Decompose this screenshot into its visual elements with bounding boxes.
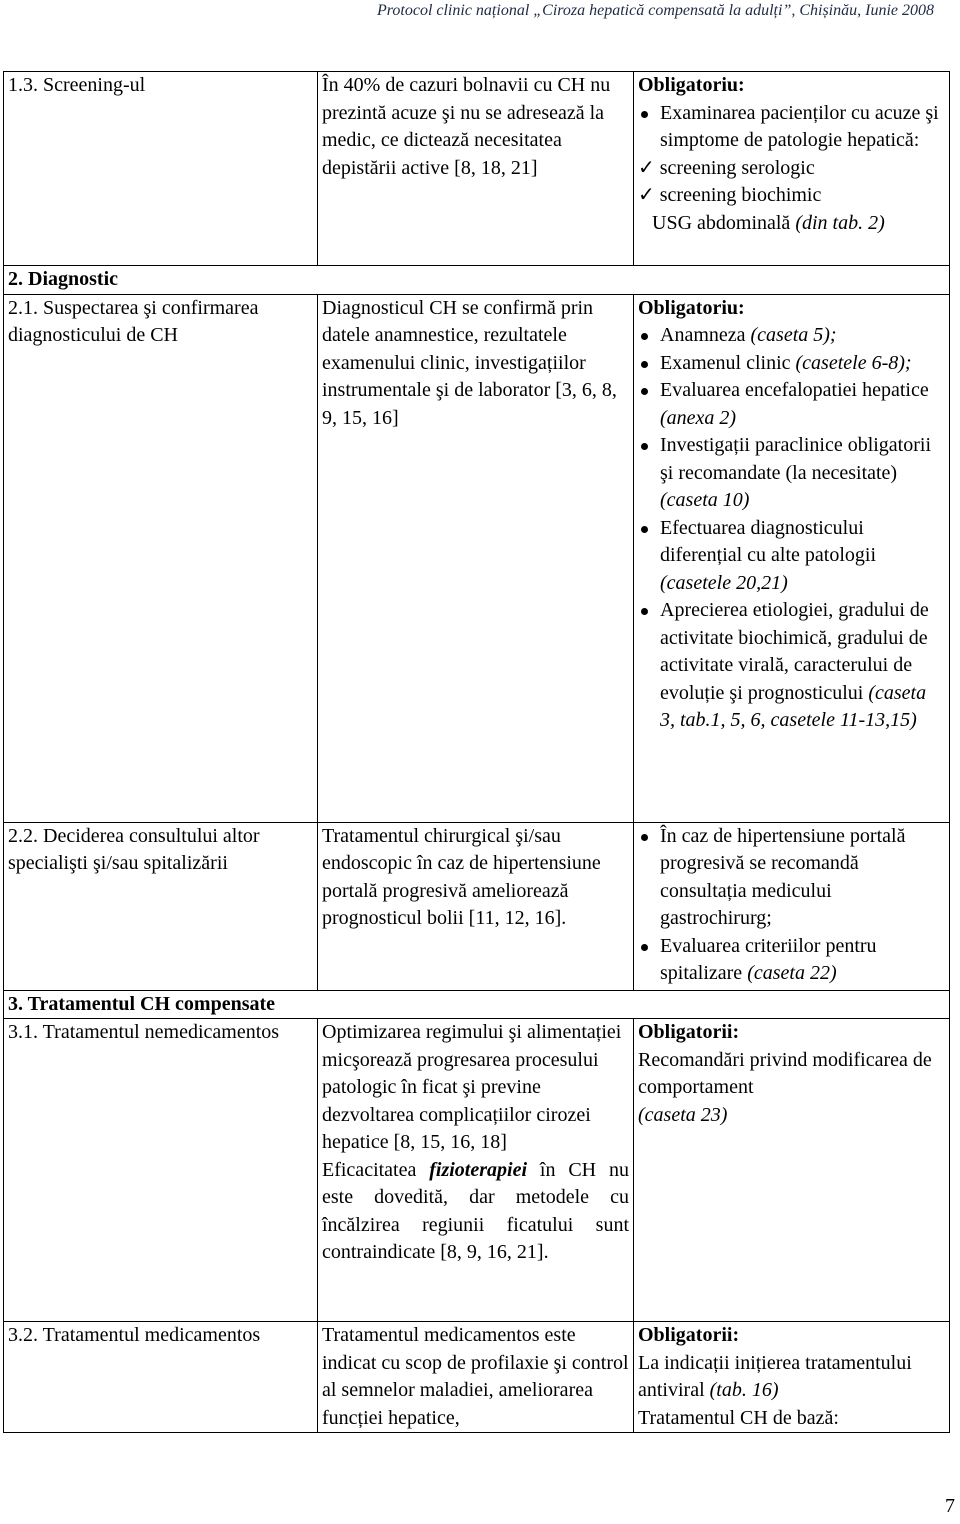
suspectare-list xyxy=(638,322,945,735)
section-title-tratament: 3. Tratamentul CH compensate xyxy=(4,990,950,1019)
list-item: Examinarea pacienților cu acuze şi simptome de patologie hepatică: xyxy=(638,100,945,155)
check-item: ✓ screening serologic xyxy=(638,156,815,179)
med-line1: La indicații inițierea tratamentului antiviral (tab. 16) xyxy=(638,1351,912,1401)
check-item: ✓ screening biochimic xyxy=(638,184,822,206)
bullet-icon xyxy=(641,944,648,951)
obligatoriu-label: Obligatoriu: xyxy=(638,74,745,96)
table-row xyxy=(4,72,950,266)
bullet-icon xyxy=(641,333,648,340)
row-text-nemed xyxy=(318,1019,634,1322)
page-header: Protocol clinic național „Ciroza hepatică compensată la adulți”, Chișinău, Iunie 2008 xyxy=(376,2,934,19)
section-title-diagnostic: 2. Diagnostic xyxy=(4,266,950,295)
rec-text: Recomandări privind modificarea de comportament xyxy=(638,1048,932,1098)
row-text-med: Tratamentul medicamentos este indicat cu scop de profilaxie şi control al semnelor maladiei, ameliorarea funcției hepatice, xyxy=(318,1322,634,1433)
row-title-nemed: 3.1. Tratamentul nemedicamentos xyxy=(4,1019,318,1322)
list-item: Anamneza (caseta 5); xyxy=(638,322,945,350)
table-row xyxy=(4,1019,950,1322)
list-item: Efectuarea diagnosticului diferențial cu alte patologii (casetele 20,21) xyxy=(638,515,945,598)
row-title-suspectare: 2.1. Suspectarea şi confirmarea diagnosticului de CH xyxy=(4,294,318,822)
obligatorii-label: Obligatorii: xyxy=(638,1021,740,1043)
row-req-suspectare xyxy=(634,294,950,822)
nemed-text1: Optimizarea regimului şi alimentației micşorează progresarea procesului patologic în ficat şi previne dezvoltarea complicațiilor cirozei hepatice [8, 15, 16, 18] xyxy=(322,1021,622,1153)
row-req-screening xyxy=(634,72,950,266)
rec-ref: (caseta 23) xyxy=(638,1103,728,1126)
list-item: Aprecierea etiologiei, gradului de activitate biochimică, gradului de activitate virală, caracterului de evoluție şi prognosticului (caseta 3, tab.1, 5, 6, casetele 11-13,15) xyxy=(638,597,945,735)
table-row xyxy=(4,990,950,1019)
bullet-icon xyxy=(641,608,648,615)
row-req-deciderea xyxy=(634,822,950,990)
usg-line: USG abdominală (din tab. 2) xyxy=(652,211,885,234)
list-item: Evaluarea criteriilor pentru spitalizare (caseta 22) xyxy=(638,933,945,988)
med-line2: Tratamentul CH de bază: xyxy=(638,1406,839,1429)
row-title-deciderea: 2.2. Deciderea consultului altor specialişti şi/sau spitalizării xyxy=(4,822,318,990)
bullet-icon xyxy=(641,111,648,118)
bullet-icon xyxy=(641,526,648,533)
row-text-deciderea: Tratamentul chirurgical şi/sau endoscopic în caz de hipertensiune portală progresivă ameliorează prognosticul bolii [11, 12, 16]. xyxy=(318,822,634,990)
bullet-icon xyxy=(641,443,648,450)
row-title-screening: 1.3. Screening-ul xyxy=(4,72,318,266)
bullet-icon xyxy=(641,361,648,368)
table-row xyxy=(4,294,950,822)
obligatorii-label: Obligatorii: xyxy=(638,1324,740,1346)
bullet-icon xyxy=(641,388,648,395)
row-title-med: 3.2. Tratamentul medicamentos xyxy=(4,1322,318,1433)
list-item: În caz de hipertensiune portală progresivă se recomandă consultația medicului gastrochirurg; xyxy=(638,823,945,933)
row-text-suspectare: Diagnosticul CH se confirmă prin datele anamnestice, rezultatele examenului clinic, investigațiilor instrumentale şi de laborator [3, 6, 8, 9, 15, 16] xyxy=(318,294,634,822)
row-text-screening: În 40% de cazuri bolnavii cu CH nu prezintă acuze şi nu se adresează la medic, ce dictează necesitatea depistării active [8, 18, 21] xyxy=(318,72,634,266)
bullet-icon xyxy=(641,834,648,841)
protocol-table xyxy=(3,71,950,1433)
table-row xyxy=(4,822,950,990)
list-item: Investigații paraclinice obligatorii şi recomandate (la necesitate) (caseta 10) xyxy=(638,432,945,515)
page-number: 7 xyxy=(945,1495,955,1517)
list-item: Examenul clinic (casetele 6-8); xyxy=(638,350,945,378)
obligatoriu-label: Obligatoriu: xyxy=(638,296,745,319)
table-row xyxy=(4,266,950,295)
table-row xyxy=(4,1322,950,1433)
row-req-nemed xyxy=(634,1019,950,1322)
list-item: Evaluarea encefalopatiei hepatice (anexa 2) xyxy=(638,377,945,432)
row-req-med xyxy=(634,1322,950,1433)
nemed-text2: Eficacitatea fizioterapiei în CH nu este dovedită, dar metodele cu încălzirea regiunii ficatului sunt contraindicate [8, 9, 16, 21]. xyxy=(322,1158,629,1263)
